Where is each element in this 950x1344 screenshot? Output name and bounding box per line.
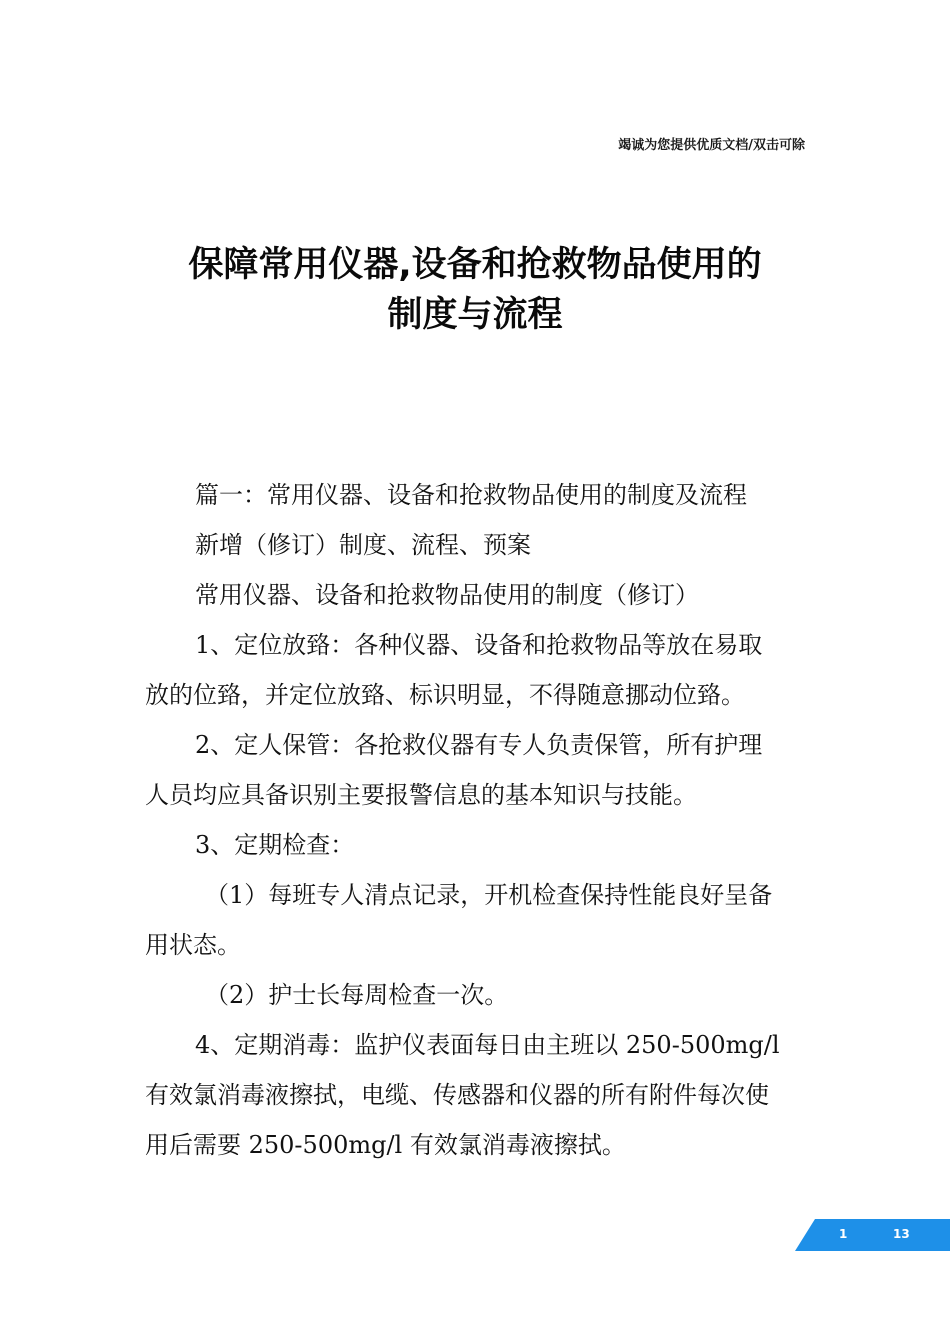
paragraph-line: 3、定期检查： (195, 831, 355, 859)
page-number-badge (795, 1219, 950, 1251)
paragraph-line: 4、定期消毒：监护仪表面每日由主班以 250-500mg/l (195, 1031, 780, 1059)
document-body (145, 470, 810, 1170)
paragraph-line: 常用仪器、设备和抢救物品使用的制度（修订） (195, 581, 699, 609)
current-page-number: 1 (839, 1227, 848, 1241)
paragraph-line: 用状态。 (145, 931, 241, 959)
paragraph-line: 用后需要 250-500mg/l 有效氯消毒液擦拭。 (145, 1131, 626, 1159)
paragraph-line: （1）每班专人清点记录，开机检查保持性能良好呈备 (205, 881, 773, 909)
document-title (0, 240, 950, 340)
paragraph-line: （2）护士长每周检查一次。 (205, 981, 509, 1009)
header-note: 竭诚为您提供优质文档/双击可除 (618, 138, 805, 153)
paragraph-line: 新增（修订）制度、流程、预案 (195, 531, 531, 559)
paragraph-line: 2、定人保管：各抢救仪器有专人负责保管，所有护理 (195, 731, 763, 759)
paragraph-line: 有效氯消毒液擦拭，电缆、传感器和仪器的所有附件每次使 (145, 1081, 769, 1109)
paragraph-line: 放的位臵，并定位放臵、标识明显，不得随意挪动位臵。 (145, 681, 745, 709)
title-line-2: 制度与流程 (387, 295, 563, 335)
title-line-1: 保障常用仪器,设备和抢救物品使用的 (188, 245, 762, 285)
paragraph-line: 1、定位放臵：各种仪器、设备和抢救物品等放在易取 (195, 631, 763, 659)
page-badge-shape (795, 1219, 950, 1251)
paragraph-line: 人员均应具备识别主要报警信息的基本知识与技能。 (145, 781, 697, 809)
paragraph-line: 篇一：常用仪器、设备和抢救物品使用的制度及流程 (195, 481, 747, 509)
total-page-count: 13 (893, 1227, 910, 1241)
